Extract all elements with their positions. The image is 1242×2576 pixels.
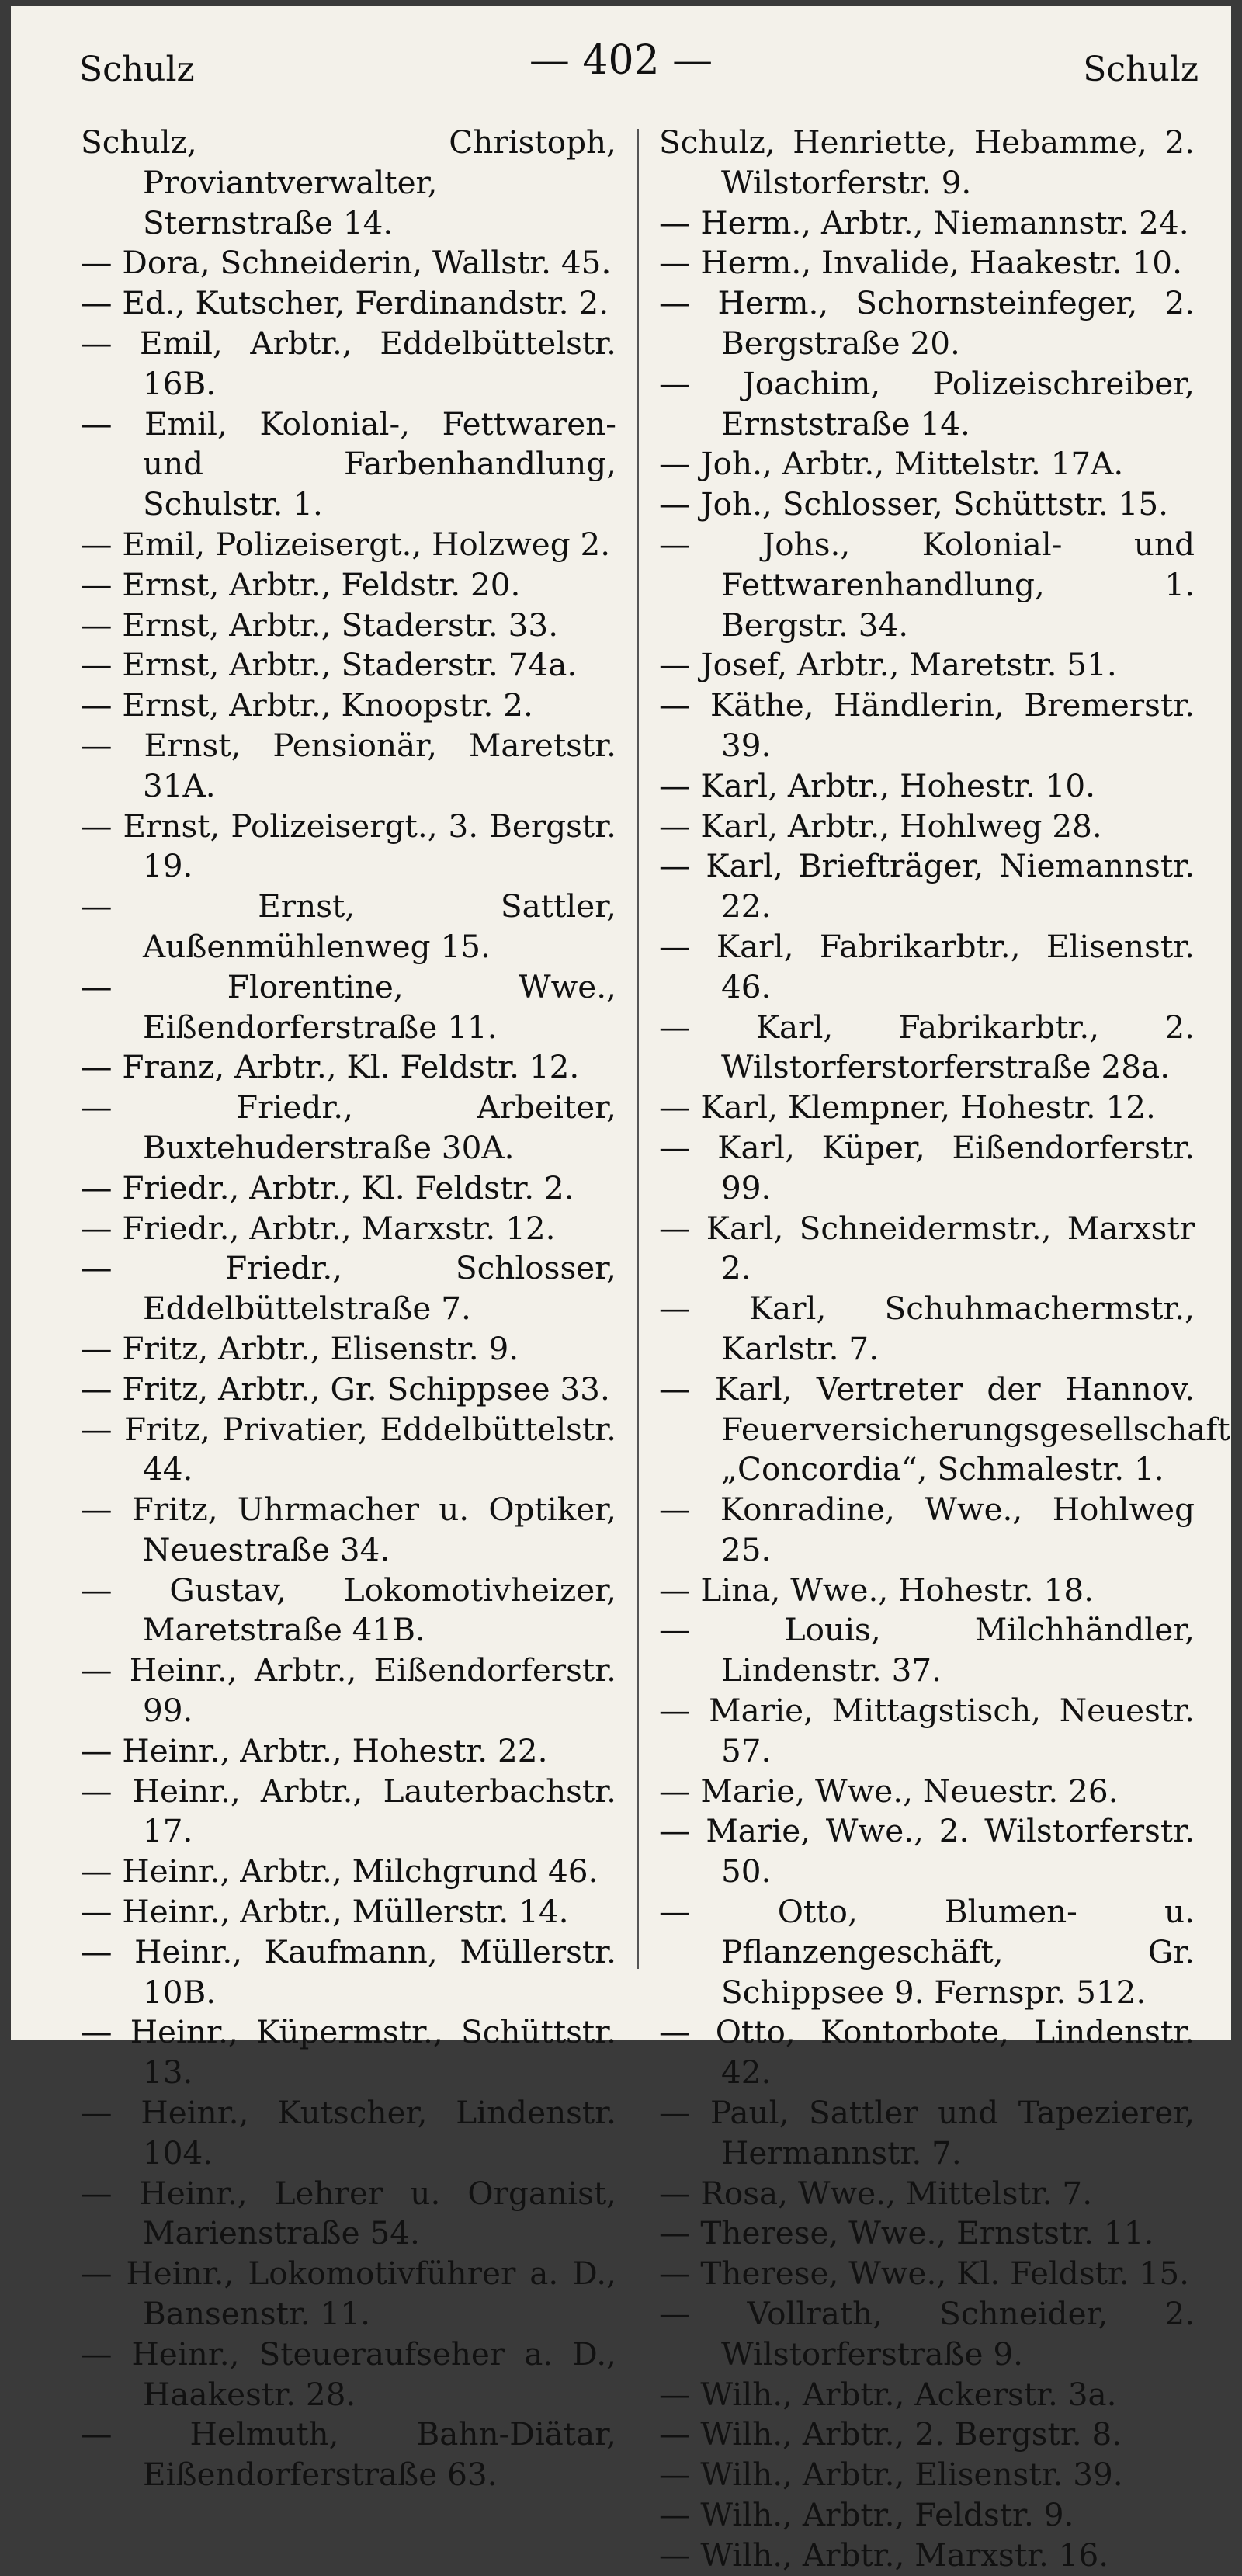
- directory-entry: — Heinr., Kutscher, Lindenstr. 104.: [81, 2094, 616, 2172]
- directory-entry: — Joh., Schlosser, Schüttstr. 15.: [659, 485, 1169, 523]
- directory-entry: — Emil, Kolonial-, Fettwaren- und Farbenhandlung, Schulstr. 1.: [81, 404, 616, 523]
- directory-entry: — Vollrath, Schneider, 2. Wilstorferstraße 9.: [659, 2295, 1195, 2373]
- directory-entry: Schulz, Henriette, Hebamme, 2. Wilstorferstr. 9.: [659, 123, 1195, 201]
- directory-entry: — Otto, Kontorbote, Lindenstr. 42.: [659, 2013, 1195, 2092]
- directory-entry: Schulz, Christoph, Proviantverwalter, Sternstraße 14.: [81, 123, 616, 241]
- directory-entry: — Therese, Wwe., Kl. Feldstr. 15.: [659, 2255, 1189, 2293]
- directory-entry: — Lina, Wwe., Hohestr. 18.: [659, 1571, 1094, 1609]
- directory-entry: — Ernst, Arbtr., Knoopstr. 2.: [81, 686, 533, 724]
- directory-entry: — Friedr., Arbtr., Marxstr. 12.: [81, 1209, 556, 1247]
- directory-entry: — Wilh., Arbtr., 2. Bergstr. 8.: [659, 2415, 1122, 2453]
- column-divider: [637, 129, 639, 1969]
- directory-entry: — Gustav, Lokomotivheizer, Maretstraße 41B.: [81, 1571, 616, 1649]
- page-header: [11, 6, 1231, 115]
- directory-entry: — Heinr., Arbtr., Eißendorferstr. 99.: [81, 1651, 616, 1730]
- directory-entry: — Ernst, Arbtr., Staderstr. 74a.: [81, 646, 578, 684]
- directory-entry: — Karl, Arbtr., Hohlweg 28.: [659, 807, 1102, 845]
- directory-entry: — Herm., Schornsteinfeger, 2. Bergstraße 20.: [659, 284, 1195, 362]
- directory-entry: — Heinr., Arbtr., Lauterbachstr. 17.: [81, 1772, 616, 1850]
- directory-entry: — Wilh., Arbtr., Marxstr. 16.: [659, 2536, 1109, 2574]
- directory-entry: — Käthe, Händlerin, Bremerstr. 39.: [659, 686, 1195, 764]
- directory-columns: [81, 123, 1230, 2574]
- directory-entry: — Dora, Schneiderin, Wallstr. 45.: [81, 244, 612, 282]
- page-number: — 402 —: [529, 37, 713, 84]
- directory-entry: — Heinr., Kaufmann, Müllerstr. 10B.: [81, 1932, 616, 2011]
- directory-entry: — Wilh., Arbtr., Ackerstr. 3a.: [659, 2375, 1117, 2413]
- directory-entry: — Wilh., Arbtr., Elisenstr. 39.: [659, 2456, 1123, 2494]
- directory-entry: — Johs., Kolonial- und Fettwarenhandlung, 1. Bergstr. 34.: [659, 525, 1195, 644]
- directory-entry: — Heinr., Arbtr., Hohestr. 22.: [81, 1731, 548, 1769]
- directory-entry: — Heinr., Lokomotivführer a. D., Bansenstr. 11.: [81, 2255, 616, 2333]
- directory-entry: — Karl, Schuhmachermstr., Karlstr. 7.: [659, 1290, 1195, 1367]
- directory-entry: — Franz, Arbtr., Kl. Feldstr. 12.: [81, 1048, 580, 1086]
- directory-entry: — Heinr., Lehrer u. Organist, Marienstraße 54.: [81, 2174, 616, 2252]
- directory-entry: — Karl, Vertreter der Hannov. Feuerversicherungsgesellschaft „Concordia“, Schmalestr. 1.: [659, 1370, 1230, 1488]
- directory-entry: — Herm., Arbtr., Niemannstr. 24.: [659, 203, 1189, 241]
- directory-entry: — Heinr., Arbtr., Milchgrund 46.: [81, 1852, 598, 1890]
- directory-entry: — Fritz, Privatier, Eddelbüttelstr. 44.: [81, 1410, 616, 1488]
- directory-entry: — Heinr., Küpermstr., Schüttstr. 13.: [81, 2013, 616, 2092]
- directory-entry: — Karl, Schneidermstr., Marxstr 2.: [659, 1209, 1195, 1287]
- directory-entry: — Fritz, Arbtr., Gr. Schippsee 33.: [81, 1370, 610, 1408]
- directory-entry: — Ernst, Polizeisergt., 3. Bergstr. 19.: [81, 807, 616, 885]
- directory-entry: — Karl, Fabrikarbtr., 2. Wilstorferstorferstraße 28a.: [659, 1008, 1195, 1086]
- directory-entry: — Fritz, Arbtr., Elisenstr. 9.: [81, 1329, 519, 1367]
- directory-entry: — Marie, Wwe., 2. Wilstorferstr. 50.: [659, 1812, 1195, 1890]
- directory-entry: — Paul, Sattler und Tapezierer, Hermannstr. 7.: [659, 2094, 1195, 2172]
- directory-entry: — Herm., Invalide, Haakestr. 10.: [659, 244, 1182, 282]
- directory-entry: — Friedr., Schlosser, Eddelbüttelstraße 7.: [81, 1249, 616, 1328]
- directory-entry: — Ernst, Pensionär, Maretstr. 31A.: [81, 726, 616, 804]
- directory-entry: — Karl, Fabrikarbtr., Elisenstr. 46.: [659, 927, 1195, 1005]
- directory-entry: — Therese, Wwe., Ernststr. 11.: [659, 2214, 1154, 2252]
- directory-entry: — Fritz, Uhrmacher u. Optiker, Neuestraße 34.: [81, 1491, 616, 1568]
- directory-entry: — Karl, Klempner, Hohestr. 12.: [659, 1088, 1156, 1127]
- directory-entry: — Ernst, Arbtr., Staderstr. 33.: [81, 606, 559, 644]
- directory-entry: — Joh., Arbtr., Mittelstr. 17A.: [659, 445, 1124, 483]
- directory-entry: — Marie, Wwe., Neuestr. 26.: [659, 1772, 1119, 1810]
- right-column: [659, 123, 1230, 2576]
- running-head-left: Schulz: [79, 50, 195, 89]
- running-head-right: Schulz: [1083, 50, 1199, 89]
- directory-entry: — Friedr., Arbtr., Kl. Feldstr. 2.: [81, 1168, 574, 1206]
- directory-entry: — Wilh., Arbtr., Feldstr. 9.: [659, 2496, 1074, 2534]
- directory-page: [11, 6, 1231, 2574]
- directory-entry: — Konradine, Wwe., Hohlweg 25.: [659, 1491, 1195, 1568]
- directory-entry: — Helmuth, Bahn-Diätar, Eißendorferstraße 63.: [81, 2415, 616, 2494]
- directory-entry: — Marie, Mittagstisch, Neuestr. 57.: [659, 1692, 1195, 1769]
- directory-entry: — Ed., Kutscher, Ferdinandstr. 2.: [81, 284, 609, 322]
- directory-entry: — Josef, Arbtr., Maretstr. 51.: [659, 646, 1117, 684]
- directory-entry: — Louis, Milchhändler, Lindenstr. 37.: [659, 1611, 1195, 1689]
- left-column: [81, 123, 616, 2495]
- directory-entry: — Heinr., Arbtr., Müllerstr. 14.: [81, 1893, 569, 1931]
- directory-entry: — Friedr., Arbeiter, Buxtehuderstraße 30A.: [81, 1088, 616, 1166]
- directory-entry: — Heinr., Steueraufseher a. D., Haakestr. 28.: [81, 2335, 616, 2413]
- directory-entry: — Ernst, Sattler, Außenmühlenweg 15.: [81, 887, 616, 965]
- directory-entry: — Emil, Polizeisergt., Holzweg 2.: [81, 525, 611, 563]
- directory-entry: — Ernst, Arbtr., Feldstr. 20.: [81, 565, 521, 603]
- directory-entry: — Karl, Küper, Eißendorferstr. 99.: [659, 1128, 1195, 1206]
- directory-entry: — Joachim, Polizeischreiber, Ernststraße 14.: [659, 364, 1195, 443]
- directory-entry: — Emil, Arbtr., Eddelbüttelstr. 16B.: [81, 324, 616, 402]
- directory-entry: — Florentine, Wwe., Eißendorferstraße 11.: [81, 967, 616, 1046]
- directory-entry: — Rosa, Wwe., Mittelstr. 7.: [659, 2174, 1093, 2212]
- directory-entry: — Otto, Blumen- u. Pflanzengeschäft, Gr. Schippsee 9. Fernspr. 512.: [659, 1893, 1195, 2011]
- directory-entry: — Karl, Briefträger, Niemannstr. 22.: [659, 847, 1195, 925]
- directory-entry: — Karl, Arbtr., Hohestr. 10.: [659, 766, 1096, 804]
